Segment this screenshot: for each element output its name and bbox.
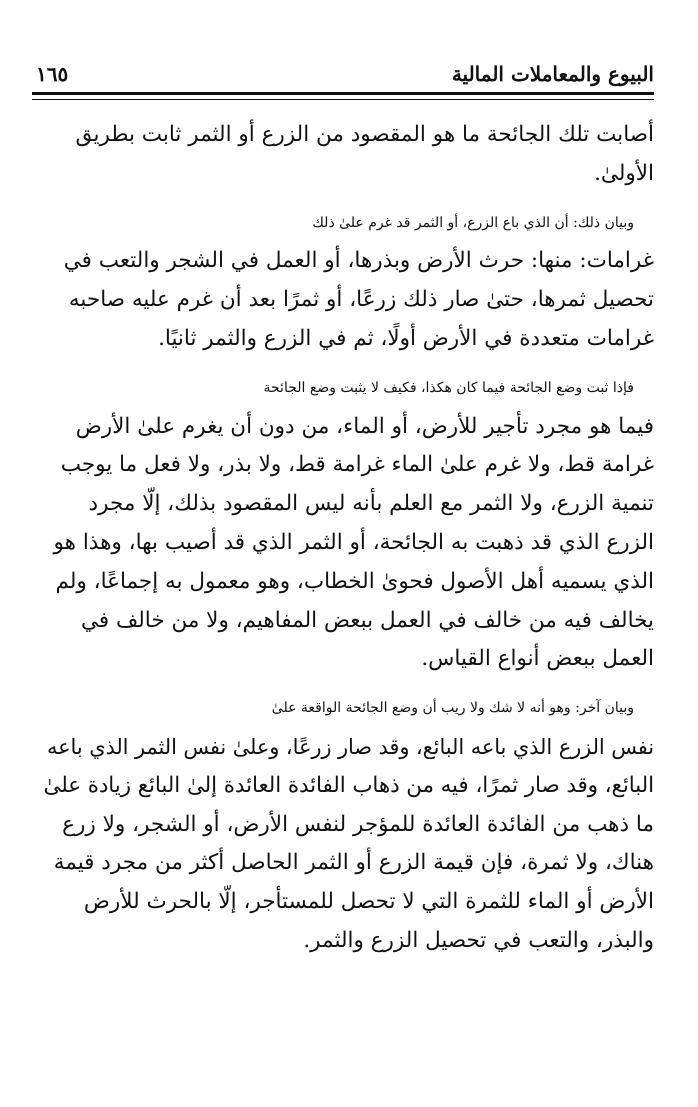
paragraph	[44, 369, 654, 679]
text-line: وبيان آخر: وهو أنه لا شك ولا ريب أن وضع الجائحة الواقعة علىٰ	[271, 700, 634, 717]
text-line: نفس الزرع الذي باعه البائع، وقد صار زرعًا، وعلىٰ نفس الثمر الذي باعه	[47, 734, 654, 759]
text-line: غرامات متعددة في الأرض أولًا، ثم في الزرع والثمر ثانيًا.	[158, 325, 654, 351]
text-line: تحصيل ثمرها، حتىٰ صار ذلك زرعًا، أو ثمرًا بعد أن غرم عليه صاحبه	[68, 287, 654, 313]
text-line: العمل ببعض أنواع القياس.	[421, 646, 654, 672]
text-line: الزرع الذي قد ذهبت به الجائحة، أو الثمر الذي قد أصيب بها، وهذا هو	[53, 529, 654, 555]
text-line: تنمية الزرع، ولا الثمر مع العلم بأنه ليس المقصود بذلك، إلّا مجرد	[88, 491, 654, 517]
text-line: أصابت تلك الجائحة ما هو المقصود من الزرع أو الثمر ثابت بطريق	[75, 122, 654, 147]
text-line: الأرض أو الماء للثمرة التي لا تحصل للمستأجر، إلّا بالحرث للأرض	[83, 889, 654, 915]
text-line: فيما هو مجرد تأجير للأرض، أو الماء، من دون أن يغرم علىٰ الأرض	[75, 413, 654, 439]
text-line: وبيان ذلك: أن الذي باع الزرع، أو الثمر قد غرم علىٰ ذلك	[312, 214, 634, 231]
running-title: البيوع والمعاملات المالية	[451, 62, 654, 86]
text-line: ما ذهب من الفائدة العائدة للمؤجر لنفس الأرض، أو الشجر، ولا زرع	[62, 811, 654, 837]
text-line: غرامات: منها: حرث الأرض وبذرها، أو العمل في الشجر والتعب في	[63, 248, 654, 274]
text-line: فإذا ثبت وضع الجائحة فيما كان هكذا، فكيف لا يثبت وضع الجائحة	[263, 379, 634, 396]
text-line: يخالف فيه من خالف في العمل ببعض المفاهيم، ولا من خالف في	[80, 607, 654, 633]
page-number: ١٦٥	[36, 62, 69, 86]
text-line: الأولىٰ.	[594, 160, 654, 186]
paragraph	[44, 689, 654, 961]
header-rule-thick	[32, 92, 654, 95]
body-text	[44, 116, 654, 961]
header-rule-thin	[32, 99, 654, 100]
text-line: هناك، ولا ثمرة، فإن قيمة الزرع أو الثمر الحاصل أكثر من مجرد قيمة	[53, 850, 654, 876]
text-line: الذي يسميه أهل الأصول فحوىٰ الخطاب، وهو معمول به إجماعًا، ولم	[55, 568, 654, 594]
text-line: غرامة قط، ولا غرم علىٰ الماء غرامة قط، ولا بذر، ولا فعل ما يوجب	[60, 452, 654, 478]
running-header	[32, 56, 654, 92]
text-line: البائع، وقد صار ثمرًا، فيه من ذهاب الفائدة العائدة إلىٰ البائع زيادة علىٰ	[43, 772, 654, 798]
text-line: والبذر، والتعب في تحصيل الزرع والثمر.	[303, 927, 654, 953]
paragraph	[44, 204, 654, 359]
paragraph	[44, 116, 654, 194]
